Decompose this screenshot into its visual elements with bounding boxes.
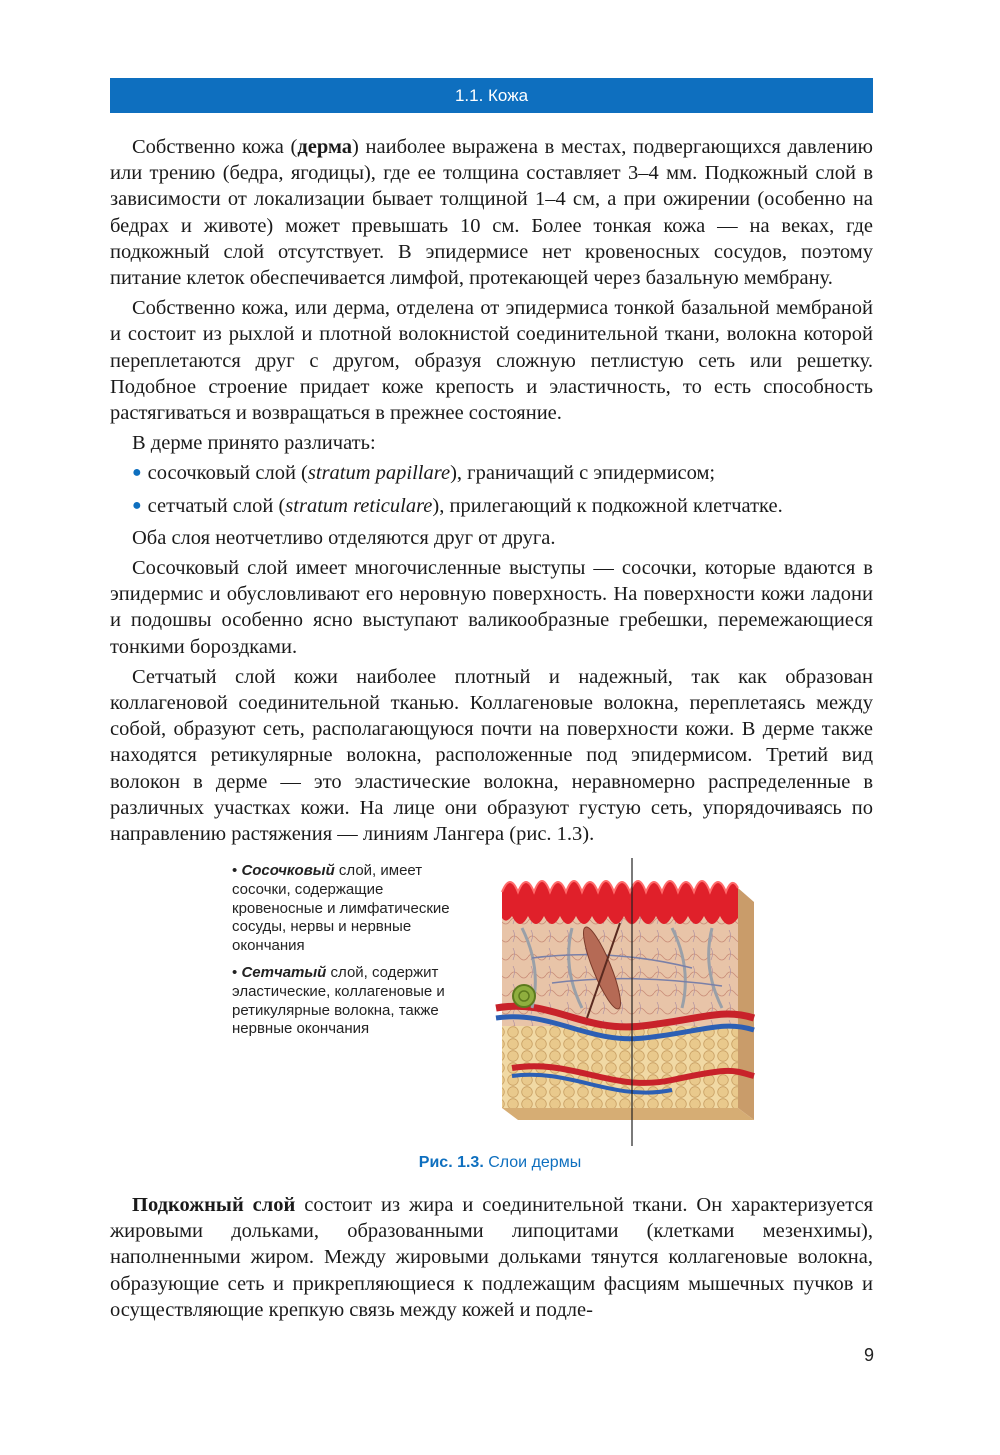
sweat-gland (513, 985, 535, 1007)
body-text-bottom (110, 1192, 873, 1323)
figure-number: Рис. 1.3. (418, 1154, 484, 1171)
list-item: ● сетчатый слой (stratum reticulare), прилегающий к подкожной клетчатке. (132, 494, 783, 517)
bullet-icon: ● (132, 496, 142, 514)
paragraph-2: Собственно кожа, или дерма, отделена от эпидермиса тонкой базальной мембраной и состоит из рыхлой и плотной волокнистой соединительной ткани, волокна которой переплетаются друг с другом, образуя сложную петлистую сеть или решетку. Подобное строение придает коже крепость и эластичность, то есть способность растягиваться и возвращаться в прежнее состояние. (110, 297, 873, 425)
figure-caption (0, 1154, 1000, 1172)
list-item: ● сосочковый слой (stratum papillare), граничащий с эпидермисом; (132, 462, 716, 485)
bullet-icon: ● (132, 464, 142, 482)
skin-section-illustration (492, 858, 762, 1146)
paragraph-6: Сетчатый слой кожи наиболее плотный и надежный, так как образован коллагеновой соединительной тканью. Коллагеновые волокна, переплетаясь между собой, образуют сеть, располагающуюся почти на поверхности кожи. В дерме также находятся ретикулярные волокна, расположенные под эпидермисом. Третий вид волокон в дерме — это эластические волокна, неравномерно распределенные в различных участках кожи. На лице они образуют густую сеть, упорядочиваясь по направлению растяжения — линиям Лангера (рис. 1.3). (110, 665, 873, 846)
paragraph-4: Оба слоя неотчетливо отделяются друг от друга. (132, 526, 556, 549)
papillary-layer (502, 881, 738, 925)
label-papillary: • Сосочковый слой, имеет сосочки, содержащие кровеносные и лимфатические сосуды, нервы и нервные окончания (232, 862, 450, 955)
paragraph-7: Подкожный слой состоит из жира и соединительной ткани. Он характеризуется жировыми дольками, образованными липоцитами (клетками мезенхимы), наполненными жиром. Между жировыми дольками тянутся коллагеновые волокна, образующие сеть и прикрепляющиеся к подлежащим фасциям мышечных пучков и осуществляющие крепкую связь между кожей и подле- (110, 1194, 873, 1321)
section-header (110, 78, 873, 113)
figure-labels (232, 862, 472, 1047)
paragraph-1: Собственно кожа (дерма) наиболее выражена в местах, подвергающихся давлению или трению (бедра, ягодицы), где ее толщина составляет 3–4 мм. Подкожный слой в зависимости от локализации бывает толщиной 1–4 см, а при ожирении (особенно на бедрах и животе) может превышать 10 см. Более тонкая кожа — на веках, где подкожный слой отсутствует. В эпидермисе нет кровеносных сосудов, поэтому питание клеток обеспечивается лимфой, протекающей через базальную мембрану. (110, 136, 874, 290)
figure-caption-text: Слои дермы (483, 1154, 582, 1171)
body-text-top (110, 134, 873, 847)
figure-dermis-layers (222, 858, 762, 1146)
paragraph-3: В дерме принято различать: (132, 432, 376, 455)
term-subcutaneous: Подкожный слой (132, 1194, 296, 1216)
paragraph-5: Сосочковый слой имеет многочисленные выступы — сосочки, которые вдаются в эпидермис и обусловливают его неровную поверхность. На поверхности кожи ладони и подошвы особенно ясно выступают валикообразные гребешки, перемежающиеся тонкими бороздками. (110, 557, 873, 658)
term-derma: дерма (297, 136, 353, 158)
label-reticular: • Сетчатый слой, содержит эластические, коллагеновые и ретикулярные волокна, также нервные окончания (232, 963, 445, 1038)
page-number: 9 (863, 1345, 874, 1365)
section-title: 1.1. Кожа (454, 86, 529, 105)
